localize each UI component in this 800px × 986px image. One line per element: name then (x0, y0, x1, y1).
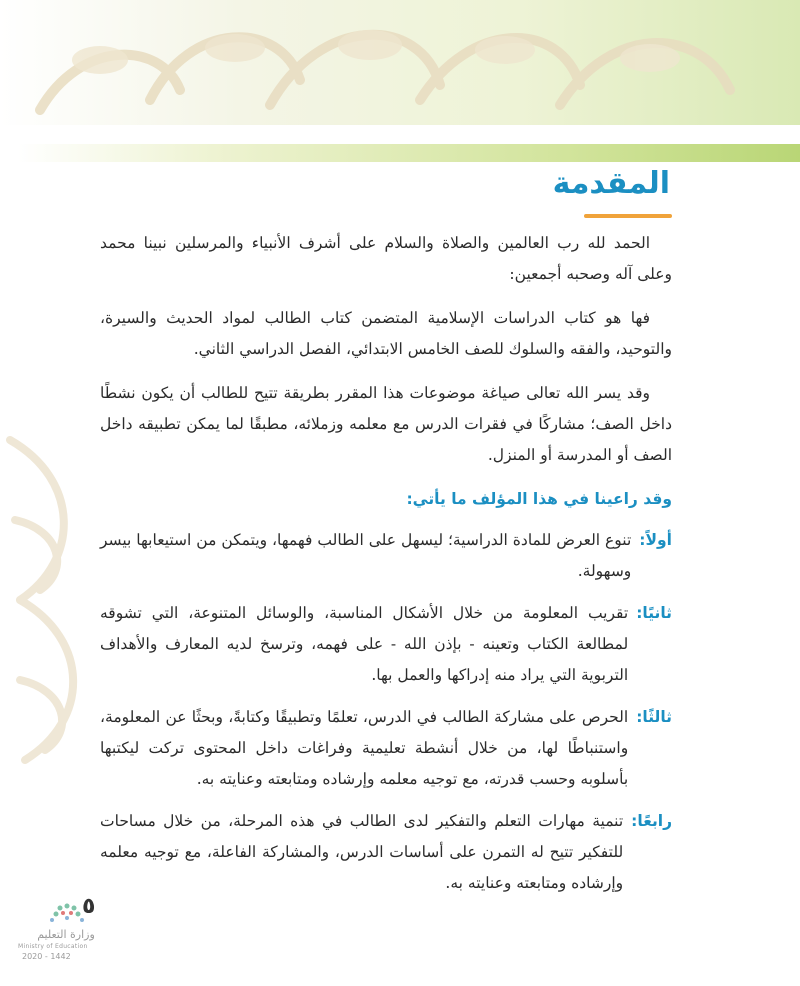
header-divider-bar (18, 144, 800, 162)
page-number: ٥ (82, 894, 96, 919)
list-item-first (100, 525, 672, 587)
item-text: تنوع العرض للمادة الدراسية؛ ليسهل على الطالب فهمها، ويتمكن من استيعابها بيسر وسهولة. (100, 531, 632, 580)
page-title: المقدمة (552, 166, 670, 201)
list-item-second (100, 598, 672, 691)
edition-year: 2020 - 1442 (22, 952, 71, 961)
item-label: ثانيًا: (636, 604, 672, 622)
title-underline (584, 214, 672, 218)
intro-paragraph-1: الحمد لله رب العالمين والصلاة والسلام على أشرف الأنبياء والمرسلين نبينا محمد وعلى آله وصحبه أجمعين: (100, 234, 672, 283)
ministry-name: وزارة التعليم (37, 928, 95, 941)
item-label: ثالثًا: (636, 708, 672, 726)
item-text: الحرص على مشاركة الطالب في الدرس، تعلمًا وتطبيقًا وكتابةً، وبحثًا عن المعلومة، واستنباطًا لها، من خلال أنشطة تعليمية وفراغات داخل المحتوى تركت ليكتبها بأسلوبه وحسب قدرته، مع توجيه معلمه وإرشاده ومتابعته وعنايته به. (100, 708, 629, 788)
item-text: تقريب المعلومة من خلال الأشكال المناسبة، والوسائل المتنوعة، التي تشوقه لمطالعة الكتاب وتعينه - بإذن الله - على فهمه، وترسخ لديه المعارف والأهداف التربوية التي يراد منه إدراكها والعمل بها. (100, 604, 629, 684)
list-item-third (100, 702, 672, 795)
list-item-fourth (100, 806, 672, 899)
intro-paragraph-2: فها هو كتاب الدراسات الإسلامية المتضمن كتاب الطالب لمواد الحديث والسيرة، والتوحيد، والفقه والسلوك للصف الخامس الابتدائي، الفصل الدراسي الثاني. (100, 309, 672, 358)
item-label: رابعًا: (631, 812, 672, 830)
introduction-content (100, 228, 672, 910)
section-heading: وقد راعينا في هذا المؤلف ما يأتي: (406, 490, 672, 508)
floral-ornament-icon (0, 0, 800, 125)
item-text: تنمية مهارات التعلم والتفكير لدى الطالب في هذه المرحلة، من خلال مساحات للتفكير تتيح له التمرن على أساسات الدرس، والمشاركة الفاعلة، مع توجيه معلمه وإرشاده ومتابعته وعنايته به. (100, 812, 624, 892)
item-label: أولاً: (639, 531, 672, 549)
intro-paragraph-3: وقد يسر الله تعالى صياغة موضوعات هذا المقرر بطريقة تتيح للطالب أن يكون نشطًا داخل الصف؛ مشاركًا في فقرات الدرس مع معلمه وزملائه، مطبقًا لما يمكن تطبيقه داخل الصف أو المدرسة أو المنزل. (100, 384, 672, 464)
header-ornament-band (0, 0, 800, 125)
ministry-name-english: Ministry of Education (18, 943, 88, 950)
